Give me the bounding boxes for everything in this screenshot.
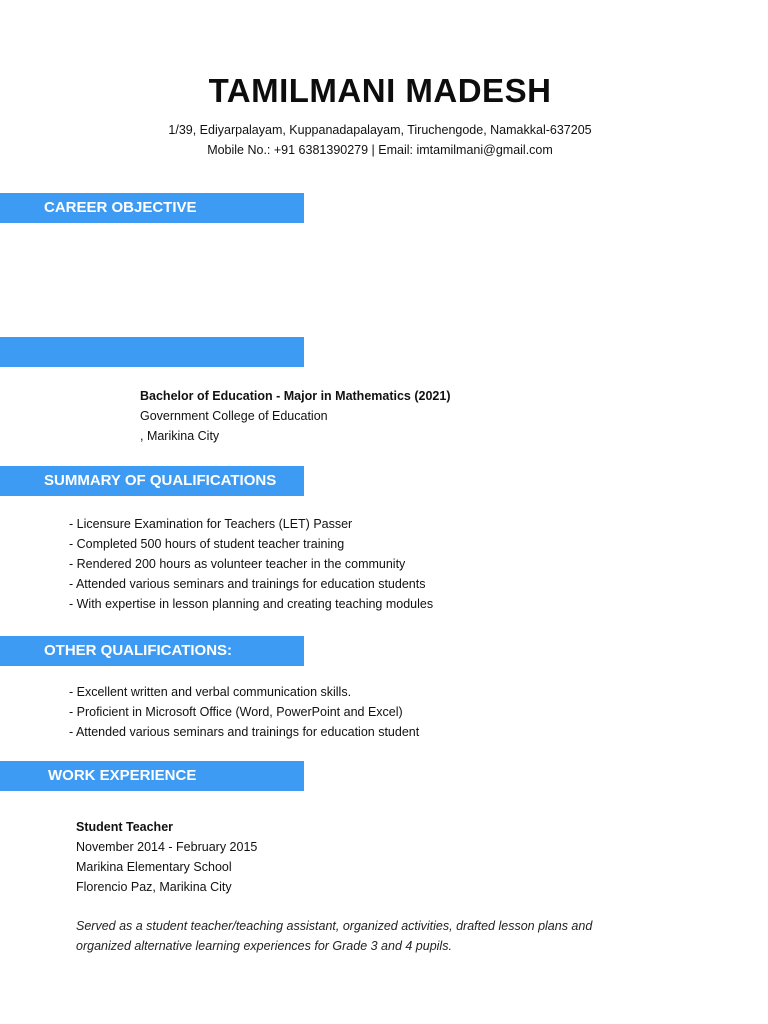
list-item: - Licensure Examination for Teachers (LET) Passer bbox=[69, 517, 353, 531]
other-qualifications-list bbox=[69, 682, 419, 742]
section-header-other-qualifications: OTHER QUALIFICATIONS: bbox=[0, 636, 304, 666]
address-line: 1/39, Ediyarpalayam, Kuppanadapalayam, Tiruchengode, Namakkal-637205 bbox=[168, 123, 592, 137]
contact-line: Mobile No.: +91 6381390279 | Email: imtamilmani@gmail.com bbox=[207, 143, 553, 157]
work-experience-block bbox=[76, 817, 257, 897]
education-degree: Bachelor of Education - Major in Mathematics (2021) bbox=[140, 389, 451, 403]
list-item: - Rendered 200 hours as volunteer teacher in the community bbox=[69, 557, 406, 571]
list-item: - Proficient in Microsoft Office (Word, PowerPoint and Excel) bbox=[69, 705, 403, 719]
list-item: - Excellent written and verbal communication skills. bbox=[69, 685, 352, 699]
section-header-work-experience: WORK EXPERIENCE bbox=[0, 761, 304, 791]
list-item: - Attended various seminars and trainings for education students bbox=[69, 577, 426, 591]
section-header-summary-of-qualifications: SUMMARY OF QUALIFICATIONS bbox=[0, 466, 304, 496]
education-location: , Marikina City bbox=[140, 429, 220, 443]
list-item: - Attended various seminars and trainings for education student bbox=[69, 725, 420, 739]
education-school: Government College of Education bbox=[140, 409, 328, 423]
education-block bbox=[140, 386, 450, 446]
work-period: November 2014 - February 2015 bbox=[76, 840, 258, 854]
work-role: Student Teacher bbox=[76, 820, 174, 834]
summary-list bbox=[69, 514, 433, 614]
section-header-career-objective: CAREER OBJECTIVE bbox=[0, 193, 304, 223]
work-school: Marikina Elementary School bbox=[76, 860, 232, 874]
list-item: - Completed 500 hours of student teacher training bbox=[69, 537, 345, 551]
work-location: Florencio Paz, Marikina City bbox=[76, 880, 232, 894]
section-header-education bbox=[0, 337, 304, 367]
resume-name: TAMILMANI MADESH bbox=[208, 72, 552, 109]
list-item: - With expertise in lesson planning and creating teaching modules bbox=[69, 597, 434, 611]
work-description: Served as a student teacher/teaching assistant, organized activities, drafted lesson plans and organized alternative learning experiences for Grade 3 and 4 pupils. bbox=[76, 919, 593, 953]
